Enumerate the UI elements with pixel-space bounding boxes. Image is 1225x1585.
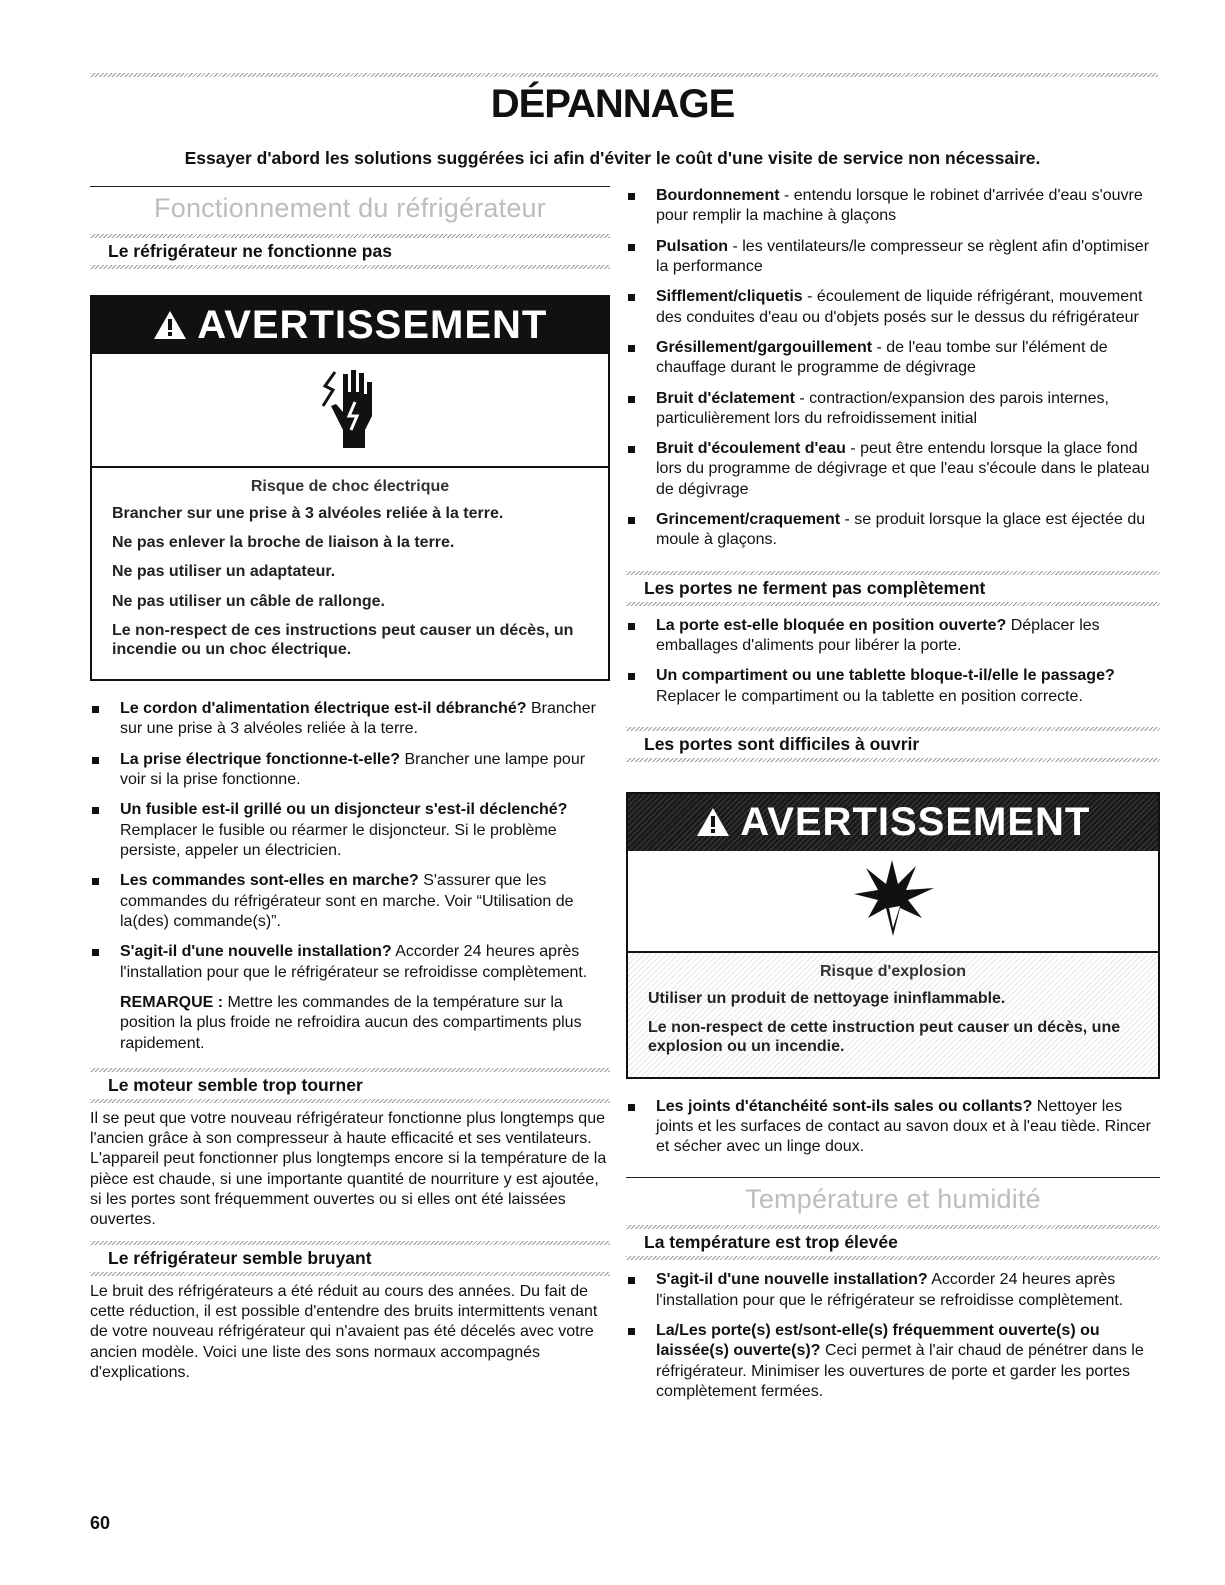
divider [90, 1099, 610, 1103]
doors-list [626, 616, 1160, 707]
divider [626, 1177, 1160, 1178]
right-column [626, 186, 1160, 1412]
list-item: Les commandes sont-elles en marche? S'assurer que les commandes du réfrigérateur sont en marche. Voir “Utilisation de la(des) commande(s)”. [90, 871, 610, 932]
category-heading: Fonctionnement du réfrigérateur [154, 193, 546, 223]
list-item: Bruit d'écoulement d'eau - peut être entendu lorsque la glace fond lors du programme de dégivrage et que l'eau s'écoule dans le plateau de dégivrage [626, 439, 1160, 500]
section-heading: La température est trop élevée [644, 1232, 898, 1253]
warning-box-shock [90, 295, 610, 681]
section-heading: Les portes ne ferment pas complètement [644, 577, 986, 598]
list-item: Pulsation - les ventilateurs/le compresseur se règlent afin d'optimiser la performance [626, 237, 1160, 278]
checklist [90, 699, 610, 983]
warning-triangle-icon [696, 800, 741, 844]
warning-line: Utiliser un produit de nettoyage ininflammable. [648, 989, 1006, 1007]
explosion-hazard-area [628, 851, 1158, 953]
page-number: 60 [90, 1513, 111, 1533]
section-heading: Les portes sont difficiles à ouvrir [644, 733, 920, 754]
paragraph: Le bruit des réfrigérateurs a été réduit au cours des années. Du fait de cette réduction, il est possible d'entendre des bruits intermittents venant de votre nouveau réfrigérateur qui n'avaient pas été décelés avec votre ancien modèle. Voici une liste des sons normaux accompagnés d'explications. [90, 1282, 598, 1381]
list-item: Grésillement/gargouillement - de l'eau tombe sur l'élément de chauffage durant le programme de dégivrage [626, 338, 1160, 379]
explosion-icon [848, 858, 938, 943]
list-item: Bruit d'éclatement - contraction/expansion des parois internes, particulièrement lors du refroidissement initial [626, 389, 1160, 430]
section-heading: Le réfrigérateur ne fonctionne pas [108, 241, 392, 261]
page-title: DÉPANNAGE [490, 82, 735, 126]
list-item: Un compartiment ou une tablette bloque-t-il/elle le passage? Replacer le compartiment ou la tablette en position correcte. [626, 666, 1160, 707]
warning-text [628, 953, 1158, 1077]
warning-line: Ne pas utiliser un câble de rallonge. [112, 592, 385, 610]
divider [90, 186, 610, 187]
note: REMARQUE : Mettre les commandes de la température sur la position la plus froide ne refroidira aucun des compartiments plus rapidement. [120, 993, 582, 1052]
temperature-list [626, 1270, 1160, 1402]
divider [90, 1272, 610, 1276]
divider [626, 758, 1160, 762]
warning-text [92, 468, 608, 679]
list-item: S'agit-il d'une nouvelle installation? Accorder 24 heures après l'installation pour que le réfrigérateur se refroidisse complètement. [90, 942, 610, 983]
section-heading: Le réfrigérateur semble bruyant [108, 1247, 372, 1268]
warning-line: Brancher sur une prise à 3 alvéoles reliée à la terre. [112, 505, 504, 522]
warning-line: Ne pas utiliser un adaptateur. [112, 563, 336, 581]
warning-label: AVERTISSEMENT [740, 799, 1091, 844]
top-rule [90, 73, 1158, 77]
warning-line: Le non-respect de cette instruction peut causer un décès, une explosion ou un incendie. [648, 1019, 1121, 1056]
paragraph: Il se peut que votre nouveau réfrigérateur fonctionne plus longtemps que l'ancien grâce à son compresseur à haute efficacité et ses ventilateurs. L'appareil peut fonctionner plus longtemps encore si la température de la pièce est chaude, si une importante quantité de nourriture y est ajoutée, si les portes sont fréquemment ouvertes ou si elles ont été laissées ouvertes. [90, 1109, 607, 1229]
warning-banner [628, 794, 1158, 851]
shock-hazard-area [92, 354, 608, 468]
warning-line: Ne pas enlever la broche de liaison à la terre. [112, 534, 455, 552]
category-heading: Température et humidité [745, 1184, 1041, 1215]
sounds-list [626, 186, 1160, 551]
page-subtitle: Essayer d'abord les solutions suggérées ici afin d'éviter le coût d'une visite de service non nécessaire. [184, 148, 1041, 168]
left-column [90, 186, 610, 1393]
list-item: La/Les porte(s) est/sont-elle(s) fréquemment ouverte(s) ou laissée(s) ouverte(s)? Ceci permet à l'air chaud de pénétrer dans le réfrigérateur. Minimiser les ouvertures de porte et garder les portes complètement fermées. [626, 1321, 1160, 1402]
warning-box-explosion [626, 792, 1160, 1079]
section-heading: Le moteur semble trop tourner [108, 1074, 363, 1095]
list-item: Grincement/craquement - se produit lorsque la glace est éjectée du moule à glaçons. [626, 510, 1160, 551]
risk-title: Risque de choc électrique [250, 478, 450, 495]
electric-shock-icon [315, 364, 385, 457]
list-item: Sifflement/cliquetis - écoulement de liquide réfrigérant, mouvement des conduites d'eau ou d'objets posés sur le dessus du réfrigérateur [626, 287, 1160, 328]
seals-list [626, 1097, 1160, 1158]
warning-line: Le non-respect de ces instructions peut causer un décès, un incendie ou un choc électrique. [112, 621, 574, 658]
list-item: La prise électrique fonctionne-t-elle? Brancher une lampe pour voir si la prise fonctionne. [90, 750, 610, 791]
list-item: S'agit-il d'une nouvelle installation? Accorder 24 heures après l'installation pour que le réfrigérateur se refroidisse complètement. [626, 1270, 1160, 1311]
list-item: La porte est-elle bloquée en position ouverte? Déplacer les emballages d'aliments pour libérer la porte. [626, 616, 1160, 657]
warning-triangle-icon [153, 303, 198, 347]
list-item: Un fusible est-il grillé ou un disjoncteur s'est-il déclenché? Remplacer le fusible ou réarmer le disjoncteur. Si le problème persiste, appeler un électricien. [90, 800, 610, 861]
divider [90, 265, 610, 269]
risk-title: Risque d'explosion [819, 962, 967, 980]
warning-banner [92, 297, 608, 354]
list-item: Les joints d'étanchéité sont-ils sales ou collants? Nettoyer les joints et les surfaces de contact au savon doux et à l'eau tiède. Rincer et sécher avec un linge doux. [626, 1097, 1160, 1158]
list-item: Le cordon d'alimentation électrique est-il débranché? Brancher sur une prise à 3 alvéoles reliée à la terre. [90, 699, 610, 740]
warning-label: AVERTISSEMENT [197, 303, 548, 347]
list-item: Bourdonnement - entendu lorsque le robinet d'arrivée d'eau s'ouvre pour remplir la machine à glaçons [626, 186, 1160, 227]
